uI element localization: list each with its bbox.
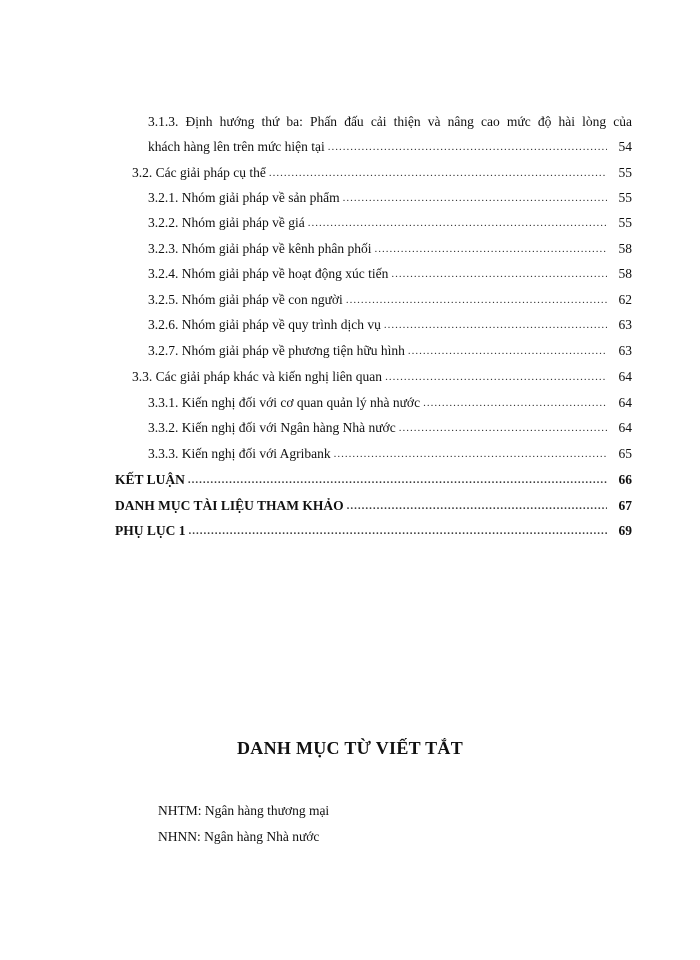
leader-dots <box>328 139 607 155</box>
leader-dots <box>408 343 607 359</box>
leader-dots <box>347 498 607 514</box>
toc-entry-3-2-6[interactable] <box>148 317 632 333</box>
toc-entry-label: 3.3.3. Kiến nghị đối với Agribank <box>148 446 331 461</box>
toc-page-number: 64 <box>618 369 632 384</box>
toc-entry-label: 3.2.6. Nhóm giải pháp về quy trình dịch vụ <box>148 317 381 332</box>
toc-entry-label: DANH MỤC TÀI LIỆU THAM KHẢO <box>115 498 344 513</box>
toc-page-number: 55 <box>618 190 632 205</box>
abbreviation-item-nhtm: NHTM: Ngân hàng thương mại <box>158 803 330 818</box>
toc-page-number: 55 <box>618 215 632 230</box>
leader-dots <box>269 165 607 181</box>
leader-dots <box>346 292 607 308</box>
leader-dots <box>399 420 607 436</box>
leader-dots <box>188 472 607 488</box>
abbreviations-title: DANH MỤC TỪ VIẾT TẮT <box>236 738 464 758</box>
toc-entry-ket-luan[interactable] <box>115 472 632 488</box>
toc-entry-label: 3.2.1. Nhóm giải pháp về sản phẩm <box>148 190 340 205</box>
toc-page-number: 64 <box>618 420 632 435</box>
toc-entry-label: 3.2.2. Nhóm giải pháp về giá <box>148 215 305 230</box>
toc-entry-3-2-4[interactable] <box>148 266 632 282</box>
toc-entry-label: KẾT LUẬN <box>115 472 185 487</box>
toc-entry-3-1-3-line1: 3.1.3. Định hướng thứ ba: Phấn đấu cải thiện và nâng cao mức độ hài lòng của <box>148 114 632 129</box>
toc-entry-label: 3.2. Các giải pháp cụ thể <box>132 165 266 180</box>
toc-page-number: 55 <box>618 165 632 180</box>
toc-entry-3-3-3[interactable] <box>148 446 632 462</box>
toc-entry-label: 3.3. Các giải pháp khác và kiến nghị liên quan <box>132 369 383 384</box>
toc-entry-3-2-1[interactable] <box>148 190 632 206</box>
toc-page-number: 58 <box>618 241 632 256</box>
leader-dots <box>391 266 607 282</box>
toc-entry-appendix-1[interactable] <box>115 523 632 539</box>
leader-dots <box>423 395 607 411</box>
toc-page-number: 65 <box>618 446 632 461</box>
toc-page-number: 66 <box>618 472 632 487</box>
abbreviation-item-nhnn: NHNN: Ngân hàng Nhà nước <box>158 829 320 844</box>
toc-entry-label: 3.3.1. Kiến nghị đối với cơ quan quản lý nhà nước <box>148 395 421 410</box>
leader-dots <box>384 317 607 333</box>
leader-dots <box>385 369 607 385</box>
toc-entry-3-1-3[interactable] <box>148 139 632 155</box>
leader-dots <box>189 523 608 539</box>
toc-entry-label: 3.3.2. Kiến nghị đối với Ngân hàng Nhà nước <box>148 420 396 435</box>
toc-page-number: 67 <box>618 498 632 513</box>
toc-entry-3-2[interactable] <box>132 165 632 181</box>
toc-entry-3-2-7[interactable] <box>148 343 632 359</box>
toc-entry-label: PHỤ LỤC 1 <box>115 523 186 538</box>
toc-entry-label: 3.2.7. Nhóm giải pháp về phương tiện hữu hình <box>148 343 405 358</box>
toc-entry-label: 3.2.4. Nhóm giải pháp về hoạt động xúc tiến <box>148 266 389 281</box>
toc-entry-references[interactable] <box>115 498 632 514</box>
toc-entry-3-2-5[interactable] <box>148 292 632 308</box>
toc-entry-label: 3.2.5. Nhóm giải pháp về con người <box>148 292 343 307</box>
toc-page-number: 58 <box>618 266 632 281</box>
toc-entry-3-2-3[interactable] <box>148 241 632 257</box>
leader-dots <box>308 215 607 231</box>
toc-entry-3-2-2[interactable] <box>148 215 632 231</box>
toc-page-number: 69 <box>618 523 632 538</box>
leader-dots <box>343 190 607 206</box>
toc-entry-label: khách hàng lên trên mức hiện tại <box>148 139 325 154</box>
leader-dots <box>374 241 607 257</box>
toc-entry-3-3-1[interactable] <box>148 395 632 411</box>
toc-page-number: 63 <box>618 317 632 332</box>
toc-page-number: 64 <box>618 395 632 410</box>
toc-entry-3-3-2[interactable] <box>148 420 632 436</box>
toc-entry-label: 3.2.3. Nhóm giải pháp về kênh phân phối <box>148 241 372 256</box>
toc-page-number: 54 <box>618 139 632 154</box>
toc-entry-3-3[interactable] <box>132 369 632 385</box>
leader-dots <box>334 446 607 462</box>
toc-page-number: 62 <box>618 292 632 307</box>
toc-page-number: 63 <box>618 343 632 358</box>
